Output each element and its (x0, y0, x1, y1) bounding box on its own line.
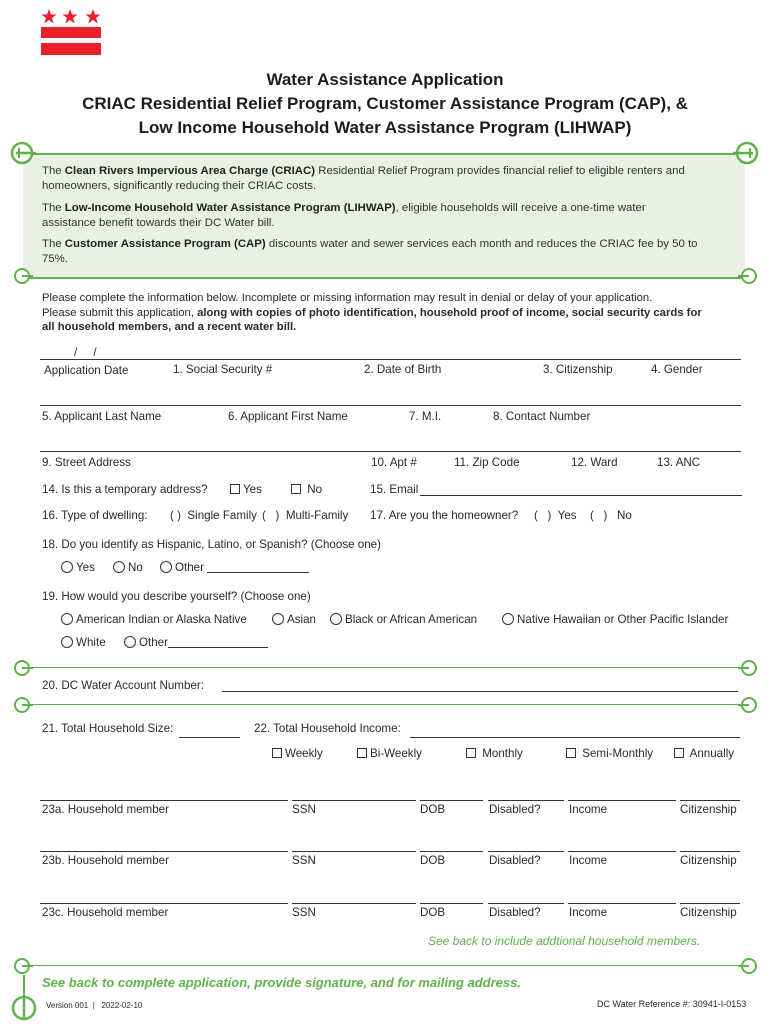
dwelling-label: 16. Type of dwelling: (42, 509, 148, 522)
intro-paragraph-cap: The Customer Assistance Program (CAP) discounts water and sewer services each month and reduces the CRIAC fee by 50 to 75%. (42, 238, 698, 265)
member-disabled: Disabled? (489, 803, 541, 816)
annually-option[interactable]: Annually (674, 747, 734, 760)
dc-flag-logo (41, 8, 101, 56)
version-info: Version 001 | 2022-02-10 (46, 1001, 143, 1010)
pipe-left-top-icon (10, 140, 36, 166)
member-citizenship: Citizenship (680, 803, 737, 816)
email-input[interactable] (420, 495, 742, 496)
household-size-label: 21. Total Household Size: (42, 722, 174, 735)
race-asian-option[interactable]: Asian (272, 613, 316, 626)
radio-icon[interactable] (502, 613, 514, 625)
street-label: 9. Street Address (42, 456, 131, 469)
page-subtitle-1: CRIAC Residential Relief Program, Customer Assistance Program (CAP), & (82, 94, 688, 113)
radio-icon[interactable] (124, 636, 136, 648)
page-title: Water Assistance Application (266, 70, 504, 89)
household-income-label: 22. Total Household Income: (254, 722, 401, 735)
pipe-right-bottom-icon (738, 266, 758, 286)
zip-label: 11. Zip Code (454, 456, 520, 469)
gender-label: 4. Gender (651, 363, 703, 376)
account-number-input[interactable] (222, 691, 738, 692)
contact-label: 8. Contact Number (493, 410, 591, 423)
footer-band-top (23, 965, 745, 966)
email-label: 15. Email (370, 483, 419, 496)
semimonthly-option[interactable]: Semi-Monthly (566, 747, 653, 760)
pipe-left-mid1-icon (13, 658, 33, 678)
household-size-input[interactable] (179, 737, 240, 738)
account-band-top (23, 667, 745, 668)
member-disabled: Disabled? (489, 854, 541, 867)
reference-number: DC Water Reference #: 30941-I-0153 (597, 999, 747, 1009)
race-white-option[interactable]: White (61, 636, 106, 649)
instructions-line-3: all household members, and a recent water bill. (42, 321, 297, 333)
single-family-option[interactable]: ( ) Single Family (170, 509, 257, 522)
radio-icon[interactable] (61, 636, 73, 648)
temp-no-option[interactable]: No (291, 483, 322, 496)
homeowner-yes-option[interactable]: ( ) Yes (534, 509, 577, 522)
multi-family-option[interactable]: ( ) Multi-Family (262, 509, 349, 522)
radio-icon[interactable] (330, 613, 342, 625)
hispanic-question: 18. Do you identify as Hispanic, Latino, or Spanish? (Choose one) (42, 538, 381, 551)
race-question: 19. How would you describe yourself? (Choose one) (42, 590, 311, 603)
member-ssn: SSN (292, 854, 316, 867)
hispanic-no-option[interactable]: No (113, 561, 143, 574)
pipe-left-mid2-icon (13, 695, 33, 715)
application-date-label: Application Date (44, 364, 129, 377)
row2-line (40, 405, 741, 406)
pipe-right-footer-icon (738, 956, 758, 976)
race-nh-option[interactable]: Native Hawaiian or Other Pacific Islander (502, 613, 728, 626)
anc-label: 13. ANC (657, 456, 701, 469)
pipe-right-mid2-icon (738, 695, 758, 715)
hispanic-other-input[interactable] (207, 562, 309, 573)
member-citizenship: Citizenship (680, 854, 737, 867)
race-ai-option[interactable]: American Indian or Alaska Native (61, 613, 247, 626)
account-number-label: 20. DC Water Account Number: (42, 679, 204, 692)
intro-paragraph-criac: The Clean Rivers Impervious Area Charge (CRIAC) Residential Relief Program provides financial relief to eligible renters and homeowners, significantly reducing their CRIAC costs. (42, 165, 685, 192)
checkbox-icon[interactable] (291, 484, 301, 494)
member-ssn: SSN (292, 803, 316, 816)
checkbox-icon[interactable] (357, 748, 367, 758)
homeowner-label: 17. Are you the homeowner? (370, 509, 519, 522)
radio-icon[interactable] (113, 561, 125, 573)
household-income-input[interactable] (410, 737, 740, 738)
date-slashes[interactable]: / / (74, 346, 97, 359)
member-label: 23a. Household member (42, 803, 169, 816)
ward-label: 12. Ward (571, 456, 618, 469)
member-label: 23b. Household member (42, 854, 169, 867)
see-back-complete-note: See back to complete application, provide signature, and for mailing address. (42, 975, 521, 990)
last-name-label: 5. Applicant Last Name (42, 410, 162, 423)
race-other-input[interactable] (168, 637, 268, 648)
pipe-left-bottom-icon (13, 266, 33, 286)
dob-label: 2. Date of Birth (364, 363, 442, 376)
mi-label: 7. M.I. (409, 410, 442, 423)
account-band-bottom (23, 704, 745, 705)
checkbox-icon[interactable] (272, 748, 282, 758)
member-income: Income (569, 803, 608, 816)
member-dob: DOB (420, 906, 446, 919)
checkbox-icon[interactable] (466, 748, 476, 758)
checkbox-icon[interactable] (674, 748, 684, 758)
member-disabled: Disabled? (489, 906, 541, 919)
race-black-option[interactable]: Black or African American (330, 613, 477, 626)
first-name-label: 6. Applicant First Name (228, 410, 348, 423)
member-ssn: SSN (292, 906, 316, 919)
monthly-option[interactable]: Monthly (466, 747, 523, 760)
member-label: 23c. Household member (42, 906, 169, 919)
member-citizenship: Citizenship (680, 906, 737, 919)
row3-line (40, 451, 741, 452)
hispanic-yes-option[interactable]: Yes (61, 561, 95, 574)
race-other-option[interactable]: Other (124, 636, 268, 649)
temp-address-label: 14. Is this a temporary address? (42, 483, 208, 496)
pipe-left-end-icon (10, 994, 38, 1022)
checkbox-icon[interactable] (566, 748, 576, 758)
row1-line (40, 359, 741, 360)
radio-icon[interactable] (61, 613, 73, 625)
member-income: Income (569, 854, 608, 867)
weekly-option[interactable]: Weekly (272, 747, 323, 760)
ssn-label: 1. Social Security # (173, 363, 273, 376)
temp-yes-option[interactable]: Yes (230, 483, 262, 496)
instructions-line-2: Please submit this application, along with copies of photo identification, household proof of income, social security cards for (42, 307, 702, 319)
hispanic-other-option[interactable]: Other (160, 561, 309, 574)
homeowner-no-option[interactable]: ( ) No (590, 509, 632, 522)
radio-icon[interactable] (61, 561, 73, 573)
member-income: Income (569, 906, 608, 919)
page-subtitle-2: Low Income Household Water Assistance Program (LIHWAP) (138, 118, 632, 137)
instructions-line-1: Please complete the information below. Incomplete or missing information may result in denial or delay of your application. (42, 292, 653, 304)
see-back-members-note: See back to include addtional household members. (428, 934, 701, 948)
member-dob: DOB (420, 803, 446, 816)
pipe-right-top-icon (733, 140, 759, 166)
biweekly-option[interactable]: Bi-Weekly (357, 747, 422, 760)
citizenship-label: 3. Citizenship (543, 363, 613, 376)
pipe-right-mid1-icon (738, 658, 758, 678)
radio-icon[interactable] (272, 613, 284, 625)
member-dob: DOB (420, 854, 446, 867)
checkbox-icon[interactable] (230, 484, 240, 494)
apt-label: 10. Apt # (371, 456, 417, 469)
pipe-left-footer-icon (13, 956, 33, 976)
intro-paragraph-lihwap: The Low-Income Household Water Assistance Program (LIHWAP), eligible households will receive a one-time water assistance benefit towards their DC Water bill. (42, 202, 646, 229)
radio-icon[interactable] (160, 561, 172, 573)
